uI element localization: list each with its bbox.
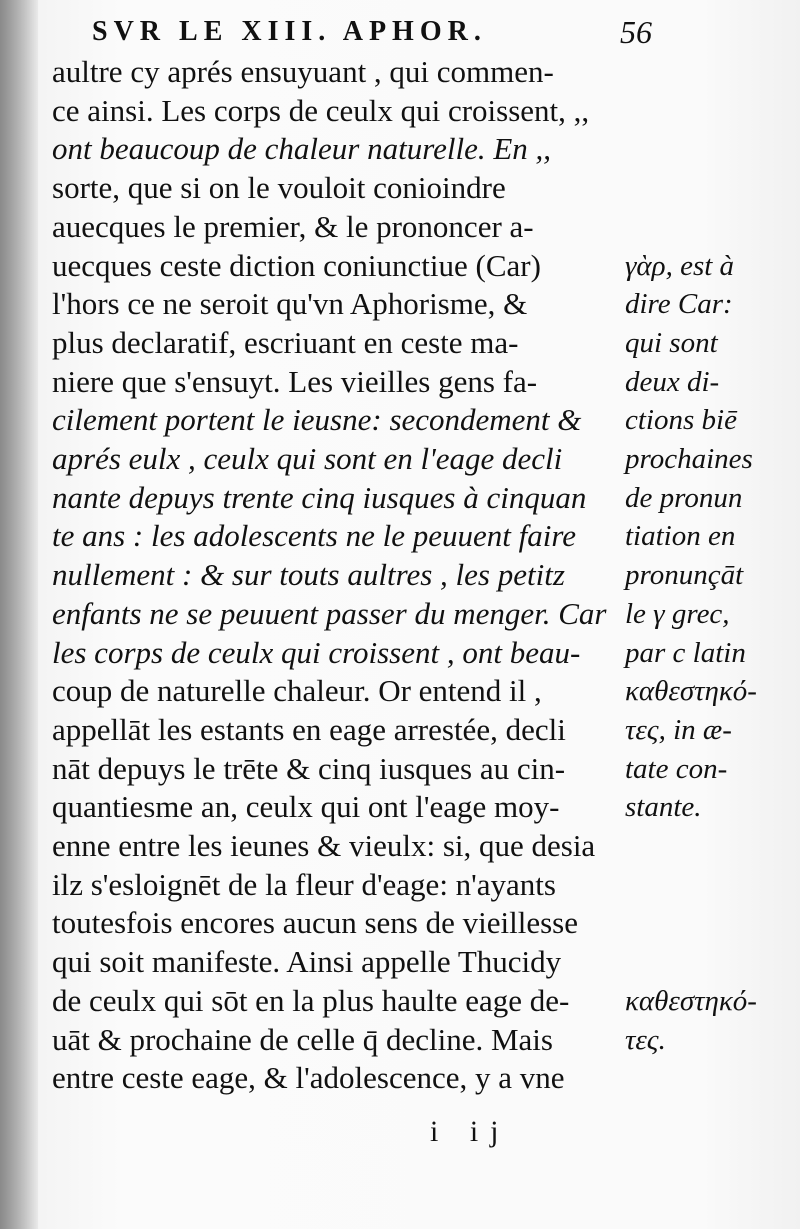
- margin-note: prochaines: [625, 443, 753, 475]
- margin-note: par c latin: [625, 636, 746, 669]
- text-line: nullement : & sur touts aultres , les petitz: [52, 557, 565, 593]
- text-line: quantiesme an, ceulx qui ont l'eage moy-: [52, 789, 560, 825]
- text-line: cilement portent le ieusne: secondement &: [52, 402, 582, 438]
- margin-note: τες.: [625, 1023, 666, 1056]
- margin-note: de pronun: [625, 481, 743, 514]
- text-line: plus declaratif, escriuant en ceste ma-: [52, 324, 519, 360]
- margin-note: le γ grec,: [625, 597, 730, 630]
- margin-note: γὰρ, est à: [625, 249, 735, 282]
- text-line: entre ceste eage, & l'adolescence, y a vne: [52, 1060, 565, 1096]
- page-number: 56: [620, 14, 652, 50]
- text-line: ont beaucoup de chaleur naturelle. En ,,: [52, 131, 552, 167]
- text-line: nāt depuys le trēte & cinq iusques au cin-: [52, 750, 566, 786]
- text-line: uecques ceste diction coniunctiue (Car): [52, 247, 541, 283]
- binding-shadow: [0, 0, 38, 1229]
- margin-note: pronunçāt: [625, 559, 744, 592]
- text-line: enfants ne se peuuent passer du menger. Car: [52, 595, 607, 631]
- margin-note: ctions biē: [625, 404, 737, 437]
- margin-note: tiation en: [625, 520, 736, 553]
- text-line: enne entre les ieunes & vieulx: si, que desia: [52, 828, 596, 863]
- text-line: aprés eulx , ceulx qui sont en l'eage decli: [52, 441, 563, 476]
- text-line: auecques le premier, & le prononcer a-: [52, 208, 534, 244]
- margin-note: stante.: [625, 791, 702, 824]
- margin-note: τες, in æ-: [625, 713, 732, 746]
- running-head: SVR LE XIII. APHOR.: [92, 16, 487, 47]
- page-header: [92, 14, 652, 54]
- margin-note: dire Car:: [625, 288, 733, 321]
- text-line: toutesfois encores aucun sens de vieillesse: [52, 905, 578, 941]
- text-line: te ans : les adolescents ne le peuuent faire: [52, 518, 576, 554]
- text-line: ce ainsi. Les corps de ceulx qui croissent, ,,: [52, 92, 590, 128]
- signature-mark: i ij: [430, 1115, 511, 1148]
- text-line: de ceulx qui sōt en la plus haulte eage de-: [52, 982, 570, 1018]
- text-line: nante depuys trente cinq iusques à cinquan: [52, 479, 587, 515]
- margin-note: καθεστηκό-: [625, 675, 757, 708]
- text-line: appellāt les estants en eage arrestée, decli: [52, 711, 566, 747]
- margin-note: καθεστηκό-: [625, 984, 757, 1017]
- margin-note: qui sont: [625, 326, 718, 359]
- text-line: sorte, que si on le vouloit conioindre: [52, 170, 506, 206]
- margin-note: tate con-: [625, 752, 728, 785]
- text-line: ilz s'esloignēt de la fleur d'eage: n'ayants: [52, 866, 556, 902]
- text-line: niere que s'ensuyt. Les vieilles gens fa-: [52, 363, 538, 399]
- text-line: les corps de ceulx qui croissent , ont beau-: [52, 634, 581, 670]
- text-line: qui soit manifeste. Ainsi appelle Thucidy: [52, 944, 562, 980]
- text-line: coup de naturelle chaleur. Or entend il ,: [52, 673, 542, 709]
- margin-note: deux di-: [625, 365, 720, 398]
- text-line: uāt & prochaine de celle q̄ decline. Mais: [52, 1021, 553, 1057]
- text-line: aultre cy aprés ensuyuant , qui commen-: [52, 54, 554, 89]
- text-line: l'hors ce ne seroit qu'vn Aphorisme, &: [52, 286, 528, 322]
